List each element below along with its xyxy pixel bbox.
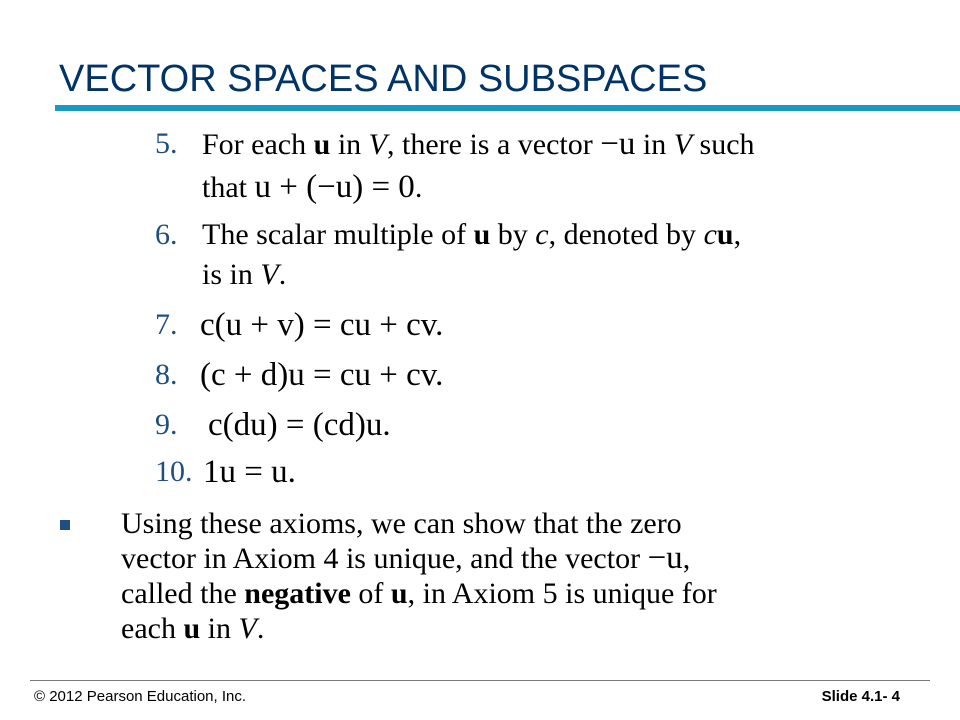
axiom-5-line-2: that u + (−u) = 0. (202, 169, 423, 205)
negative-term: negative (244, 577, 351, 610)
footer-divider (30, 680, 930, 681)
axiom-5-line-1: For each u in V, there is a vector −u in V such (202, 126, 755, 162)
footer-copyright: © 2012 Pearson Education, Inc. (34, 688, 247, 705)
slide-title: VECTOR SPACES AND SUBSPACES (59, 58, 708, 100)
inverse-equation: u + (−u) = 0 (254, 169, 415, 205)
bullet-line-1: Using these axioms, we can show that the zero (121, 507, 682, 540)
axiom-6-line-2: is in V. (202, 258, 287, 291)
axiom-9-number: 9. (155, 408, 178, 441)
axiom-8-equation: (c + d)u = cu + cv. (200, 357, 444, 393)
axiom-7-equation: c(u + v) = cu + cv. (200, 307, 444, 343)
axiom-6-line-1: The scalar multiple of u by c, denoted by cu, (202, 218, 742, 251)
axiom-10-equation: 1u = u. (203, 454, 296, 490)
axiom-8-number: 8. (155, 358, 178, 391)
axiom-5-number: 5. (155, 127, 178, 160)
axiom-7-number: 7. (155, 308, 178, 341)
bullet-square-icon (60, 520, 70, 530)
neg-u-math: −u (647, 540, 683, 576)
bullet-line-4: each u in V. (121, 612, 265, 645)
footer-slide-number: Slide 4.1- 4 (821, 688, 900, 705)
bullet-line-2: vector in Axiom 4 is unique, and the vector −u, (121, 540, 691, 576)
axiom-10-number: 10. (155, 455, 193, 488)
bullet-paragraph (121, 506, 921, 646)
neg-u-math: −u (600, 126, 636, 162)
axiom-6-number: 6. (155, 218, 178, 251)
axiom-9-equation: c(du) = (cd)u. (208, 407, 391, 443)
bullet-line-3: called the negative of u, in Axiom 5 is unique for (121, 577, 717, 610)
title-underline (55, 105, 960, 111)
